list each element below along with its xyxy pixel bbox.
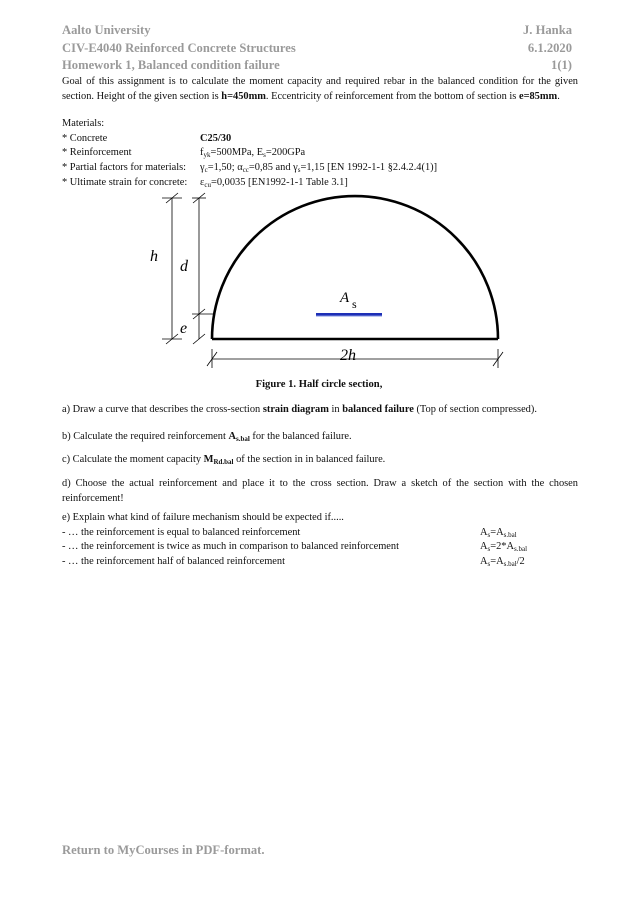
question-a: a) Draw a curve that describes the cross-section strain diagram in balanced failure (Top of section compressed). [62, 404, 537, 415]
material-value: $f_{yk}=500MPa$, $E_s=200GPa$ [200, 147, 306, 160]
question-d: d) Choose the actual reinforcement and place it to the cross section. Draw a sketch of the section with the chosen reinforcement! [62, 478, 578, 504]
header-date: 6.1.2020 [527, 40, 572, 55]
label-d: d [180, 258, 188, 275]
material-label: * Reinforcement [62, 147, 132, 159]
label-as: A [340, 290, 350, 306]
question-e-item: - … the reinforcement is twice as much in comparison to balanced reinforcement $A_s=2*A_{s.bal}$ [62, 541, 528, 554]
intro-paragraph [62, 75, 578, 104]
label-as-subscript: s [352, 297, 357, 311]
question-b: b) Calculate the required reinforcement $A_{s.bal}$ for the balanced failure. [62, 431, 352, 443]
question-e [62, 511, 578, 569]
question-e-item: - … the reinforcement half of balanced reinforcement $A_s=A_{s.bal}/2$ [62, 555, 525, 568]
page-header [62, 22, 572, 75]
footer-instruction: Return to MyCourses in PDF-format. [62, 843, 265, 857]
intro-text: Goal of this assignment is to calculate the moment capacity and required rebar in the balanced condition for the given section. Height of the given section is [62, 76, 578, 102]
label-h: h [150, 248, 158, 265]
material-value: C25/30 [200, 132, 232, 144]
material-label: * Ultimate strain for concrete: [62, 176, 188, 188]
header-assignment: Homework 1, Balanced condition failure [62, 58, 280, 72]
half-circle-arc [212, 196, 498, 339]
document-body [62, 75, 578, 190]
section-height: h=450mm [221, 90, 266, 102]
question-e-item: - … the reinforcement is equal to balanced reinforcement $A_s=A_{s.bal}$ [62, 526, 517, 539]
label-e: e [180, 320, 188, 337]
header-course: CIV-E4040 Reinforced Concrete Structures [62, 40, 296, 55]
eccentricity-value: e=85mm [518, 90, 558, 102]
intro-text: . [557, 90, 560, 102]
figure-caption: Figure 1. Half circle section, [255, 379, 383, 390]
label-2h: 2h [340, 347, 356, 364]
materials-title: Materials: [62, 118, 105, 130]
intro-text: . Eccentricity of reinforcement from the bottom of section is [265, 90, 519, 102]
material-value: $\gamma_c=1,50$; $\alpha_{cc}=0,85$ and $\gamma_s=1,15$ [EN 1992-1-1 §2.4.2.4(1)] [200, 161, 438, 174]
material-value: $\varepsilon_{cu}=0,0035$ [EN1992-1-1 Table 3.1] [200, 176, 348, 189]
header-author: J. Hanka [523, 23, 572, 37]
header-university: Aalto University [62, 23, 151, 37]
material-partial-factors [62, 161, 578, 176]
question-c: c) Calculate the moment capacity $M_{Rd.bal}$ of the section in in balanced failure. [62, 454, 386, 466]
material-concrete [62, 132, 578, 147]
question-e-intro: e) Explain what kind of failure mechanism should be expected if..... [62, 512, 344, 523]
material-reinforcement [62, 146, 578, 161]
header-page: 1(1) [551, 58, 572, 72]
half-circle-section-figure [140, 186, 510, 376]
material-label: * Concrete [62, 132, 108, 144]
material-label: * Partial factors for materials: [62, 161, 187, 173]
